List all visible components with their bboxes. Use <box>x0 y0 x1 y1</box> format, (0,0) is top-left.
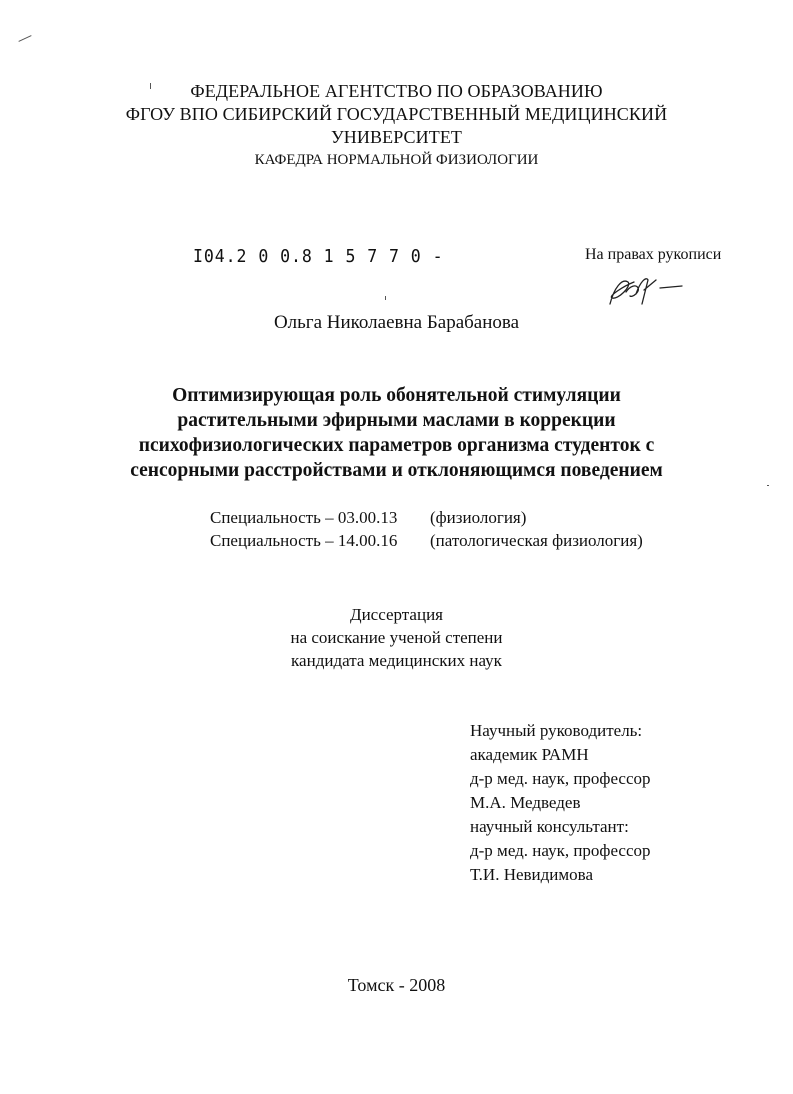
specialty-row <box>210 508 526 528</box>
author-name: Ольга Николаевна Барабанова <box>273 312 520 333</box>
supervisor-line: научный консультант: <box>470 817 629 836</box>
title-line: растительными эфирными маслами в коррекции <box>177 410 616 431</box>
header-line-1: ФЕДЕРАЛЬНОЕ АГЕНТСТВО ПО ОБРАЗОВАНИЮ <box>190 81 603 101</box>
specialty-code: Специальность – 14.00.16 <box>210 531 398 550</box>
degree-line: кандидата медицинских наук <box>291 651 502 670</box>
supervisor-line: д-р мед. наук, профессор <box>470 769 651 788</box>
specialty-code: Специальность – 03.00.13 <box>210 508 398 527</box>
scan-mark <box>385 296 386 300</box>
catalog-number: I04.2 0 0.8 1 5 7 7 0 - <box>193 246 444 267</box>
supervisor-line: М.А. Медведев <box>470 793 581 812</box>
specialty-name: (патологическая физиология) <box>430 531 643 550</box>
specialty-row <box>210 531 643 551</box>
institution-header <box>0 80 793 149</box>
specialty-name: (физиология) <box>430 508 527 527</box>
supervisor-line: Научный руководитель: <box>470 721 643 740</box>
supervisors-block <box>470 719 651 887</box>
city-year: Томск - 2008 <box>347 975 446 995</box>
degree-statement <box>0 603 793 672</box>
header-line-3: УНИВЕРСИТЕТ <box>330 127 463 147</box>
department-name: КАФЕДРА НОРМАЛЬНОЙ ФИЗИОЛОГИИ <box>254 152 539 168</box>
title-line: сенсорными расстройствами и отклоняющимся поведением <box>130 460 663 481</box>
rights-note: На правах рукописи <box>585 246 722 263</box>
supervisor-line: Т.И. Невидимова <box>470 865 594 884</box>
degree-line: на соискание ученой степени <box>290 628 503 647</box>
title-line: Оптимизирующая роль обонятельной стимуляции <box>172 385 621 406</box>
scan-mark <box>767 485 769 486</box>
signature-icon <box>604 268 684 312</box>
dissertation-title <box>0 383 793 483</box>
scan-mark <box>18 35 31 42</box>
degree-line: Диссертация <box>349 605 443 624</box>
title-line: психофизиологических параметров организма студенток с <box>138 435 655 456</box>
header-line-2: ФГОУ ВПО СИБИРСКИЙ ГОСУДАРСТВЕННЫЙ МЕДИЦИНСКИЙ <box>125 104 668 124</box>
supervisor-line: академик РАМН <box>470 745 589 764</box>
supervisor-line: д-р мед. наук, профессор <box>470 841 651 860</box>
